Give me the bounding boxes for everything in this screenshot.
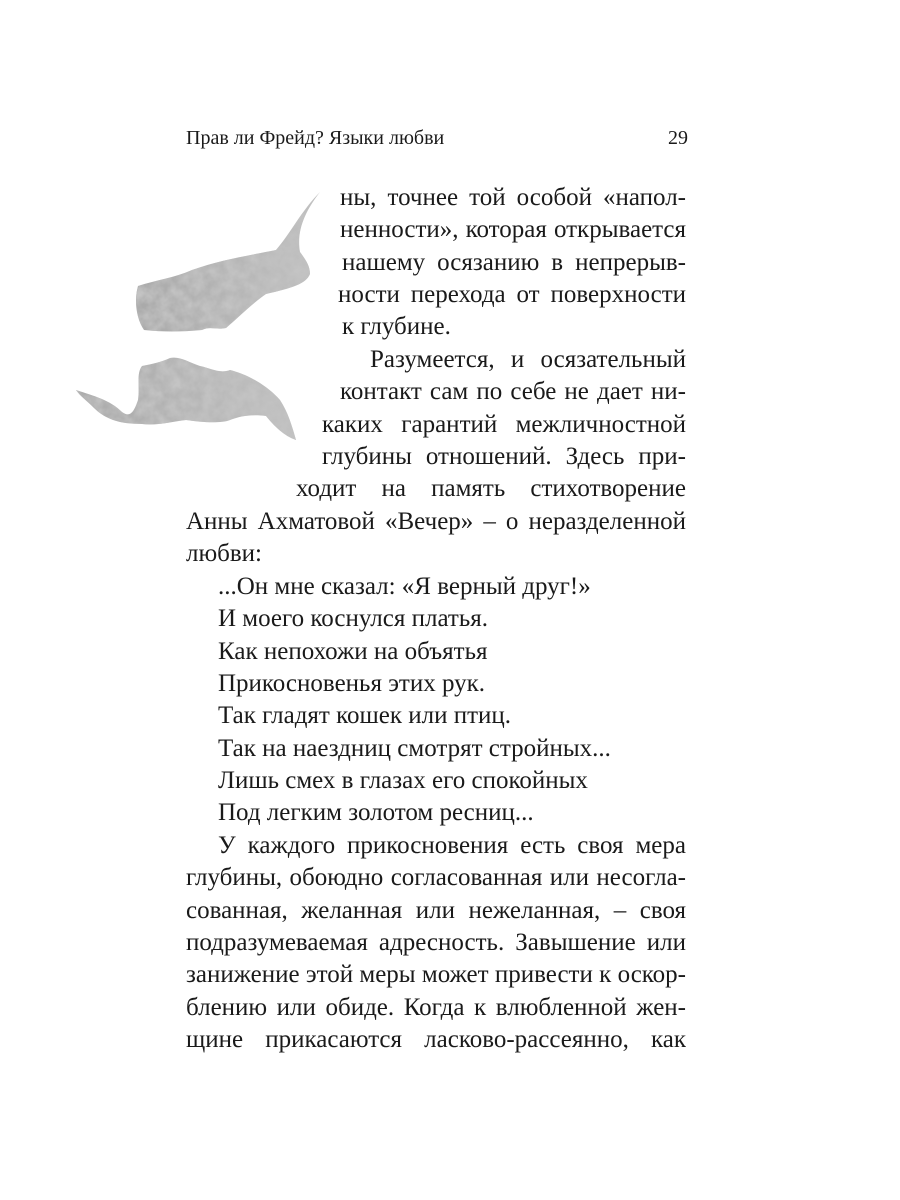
running-header bbox=[186, 124, 688, 152]
poem-line: Лишь смех в глазах его спокойных bbox=[218, 767, 588, 794]
paragraph-line: занижение этой меры может привести к оскор- bbox=[186, 961, 686, 988]
poem-line: Так на наездниц смотрят стройных... bbox=[218, 735, 611, 762]
paragraph-line: любви: bbox=[186, 540, 263, 567]
poem-line: Как непохожи на объятья bbox=[218, 638, 488, 665]
paragraph-line: У каждого прикосновения есть своя мера bbox=[218, 832, 686, 859]
paragraph-line: блению или обиде. Когда к влюбленной жен- bbox=[186, 994, 686, 1021]
poem-line: Так гладят кошек или птиц. bbox=[218, 702, 512, 729]
paragraph-line: контакт сам по себе не дает ни- bbox=[340, 378, 686, 405]
paragraph-line: подразумеваемая адресность. Завышение или bbox=[186, 929, 686, 956]
paragraph-line: ны, точнее той особой «напол- bbox=[340, 184, 686, 211]
page-number: 29 bbox=[668, 127, 688, 149]
paragraph-line: щине прикасаются ласково-рассеянно, как bbox=[186, 1026, 686, 1053]
paragraph-line: ненности», которая открывается bbox=[340, 216, 686, 243]
poem-line: ...Он мне сказал: «Я верный друг!» bbox=[218, 573, 591, 600]
paragraph-line: к глубине. bbox=[342, 313, 451, 340]
paragraph-line: ходит на память стихотворение bbox=[296, 475, 686, 502]
paragraph-line: сованная, желанная или нежеланная, – своя bbox=[186, 897, 686, 924]
poem-line: Под легким золотом ресниц... bbox=[218, 799, 534, 826]
paragraph-line: Анны Ахматовой «Вечер» – о неразделенной bbox=[186, 508, 686, 535]
paragraph-line: глубины отношений. Здесь при- bbox=[322, 443, 686, 470]
running-title: Прав ли Фрейд? Языки любви bbox=[186, 127, 445, 149]
paragraph-line: нашему осязанию в непрерыв- bbox=[342, 249, 686, 276]
paragraph-line: ности перехода от поверхности bbox=[338, 281, 686, 308]
paragraph-line: Разумеется, и осязательный bbox=[370, 346, 686, 373]
two-faces-silhouette-icon bbox=[70, 190, 330, 450]
paragraph-line: глубины, обоюдно согласованная или несогла- bbox=[186, 864, 686, 891]
poem-line: И моего коснулся платья. bbox=[218, 605, 488, 632]
paragraph-line: каких гарантий межличностной bbox=[322, 411, 686, 438]
poem-line: Прикосновенья этих рук. bbox=[218, 670, 486, 697]
